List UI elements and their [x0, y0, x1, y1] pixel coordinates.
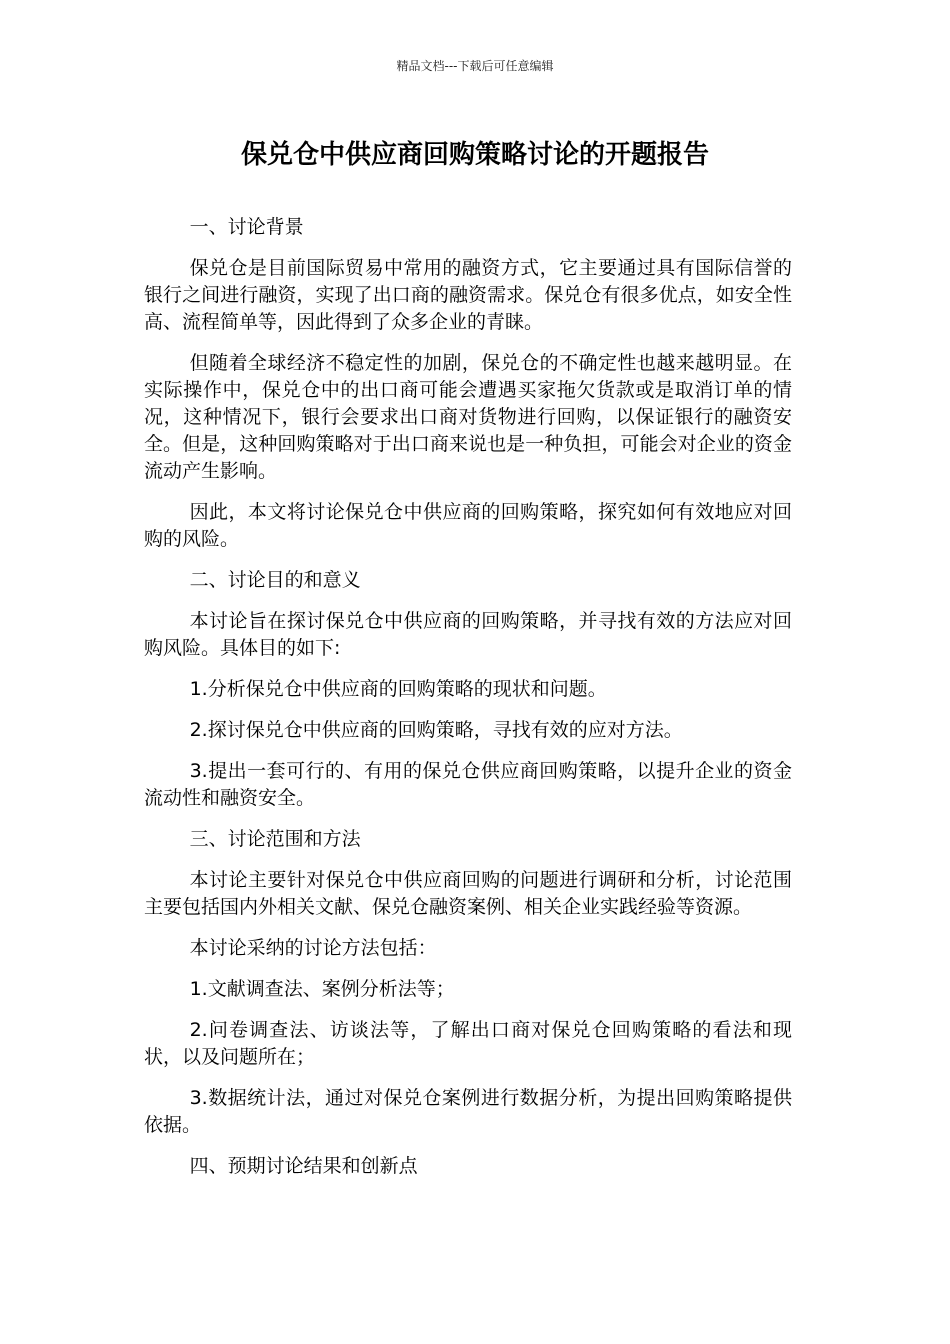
section-heading-scope-methods: 三、讨论范围和方法: [189, 828, 361, 850]
paragraph: 保兑仓是目前国际贸易中常用的融资方式，它主要通过具有国际信誉的银行之间进行融资，实现了出口商的融资需求。保兑仓有很多优点，如安全性高、流程简单等，因此得到了众多企业的青睐。: [144, 257, 792, 333]
list-item: 3.数据统计法，通过对保兑仓案例进行数据分析，为提出回购策略提供依据。: [144, 1087, 792, 1136]
paragraph: 但随着全球经济不稳定性的加剧，保兑仓的不确定性也越来越明显。在实际操作中，保兑仓中的出口商可能会遭遇买家拖欠货款或是取消订单的情况，这种情况下，银行会要求出口商对货物进行回购，以保证银行的融资安全。但是，这种回购策略对于出口商来说也是一种负担，可能会对企业的资金流动产生影响。: [144, 352, 792, 482]
list-item: 2.问卷调查法、访谈法等，了解出口商对保兑仓回购策略的看法和现状，以及问题所在；: [144, 1019, 792, 1068]
list-item: 1.分析保兑仓中供应商的回购策略的现状和问题。: [189, 678, 607, 700]
list-item: 2.探讨保兑仓中供应商的回购策略，寻找有效的应对方法。: [189, 719, 683, 741]
paragraph: 本讨论主要针对保兑仓中供应商回购的问题进行调研和分析，讨论范围主要包括国内外相关文献、保兑仓融资案例、相关企业实践经验等资源。: [144, 869, 792, 918]
section-heading-purpose: 二、讨论目的和意义: [189, 569, 361, 591]
paragraph: 本讨论采纳的讨论方法包括：: [189, 937, 437, 959]
page-header: 精品文档---下载后可任意编辑: [396, 59, 554, 73]
list-item: 3.提出一套可行的、有用的保兑仓供应商回购策略，以提升企业的资金流动性和融资安全。: [144, 760, 792, 809]
document-title: 保兑仓中供应商回购策略讨论的开题报告: [240, 140, 709, 170]
paragraph: 本讨论旨在探讨保兑仓中供应商的回购策略，并寻找有效的方法应对回购风险。具体目的如下:: [144, 610, 792, 659]
section-heading-expected-results: 四、预期讨论结果和创新点: [189, 1155, 418, 1177]
document-body: [144, 214, 792, 1194]
paragraph: 因此，本文将讨论保兑仓中供应商的回购策略，探究如何有效地应对回购的风险。: [144, 501, 792, 550]
list-item: 1.文献调查法、案例分析法等；: [189, 978, 455, 1000]
section-heading-background: 一、讨论背景: [189, 216, 304, 238]
